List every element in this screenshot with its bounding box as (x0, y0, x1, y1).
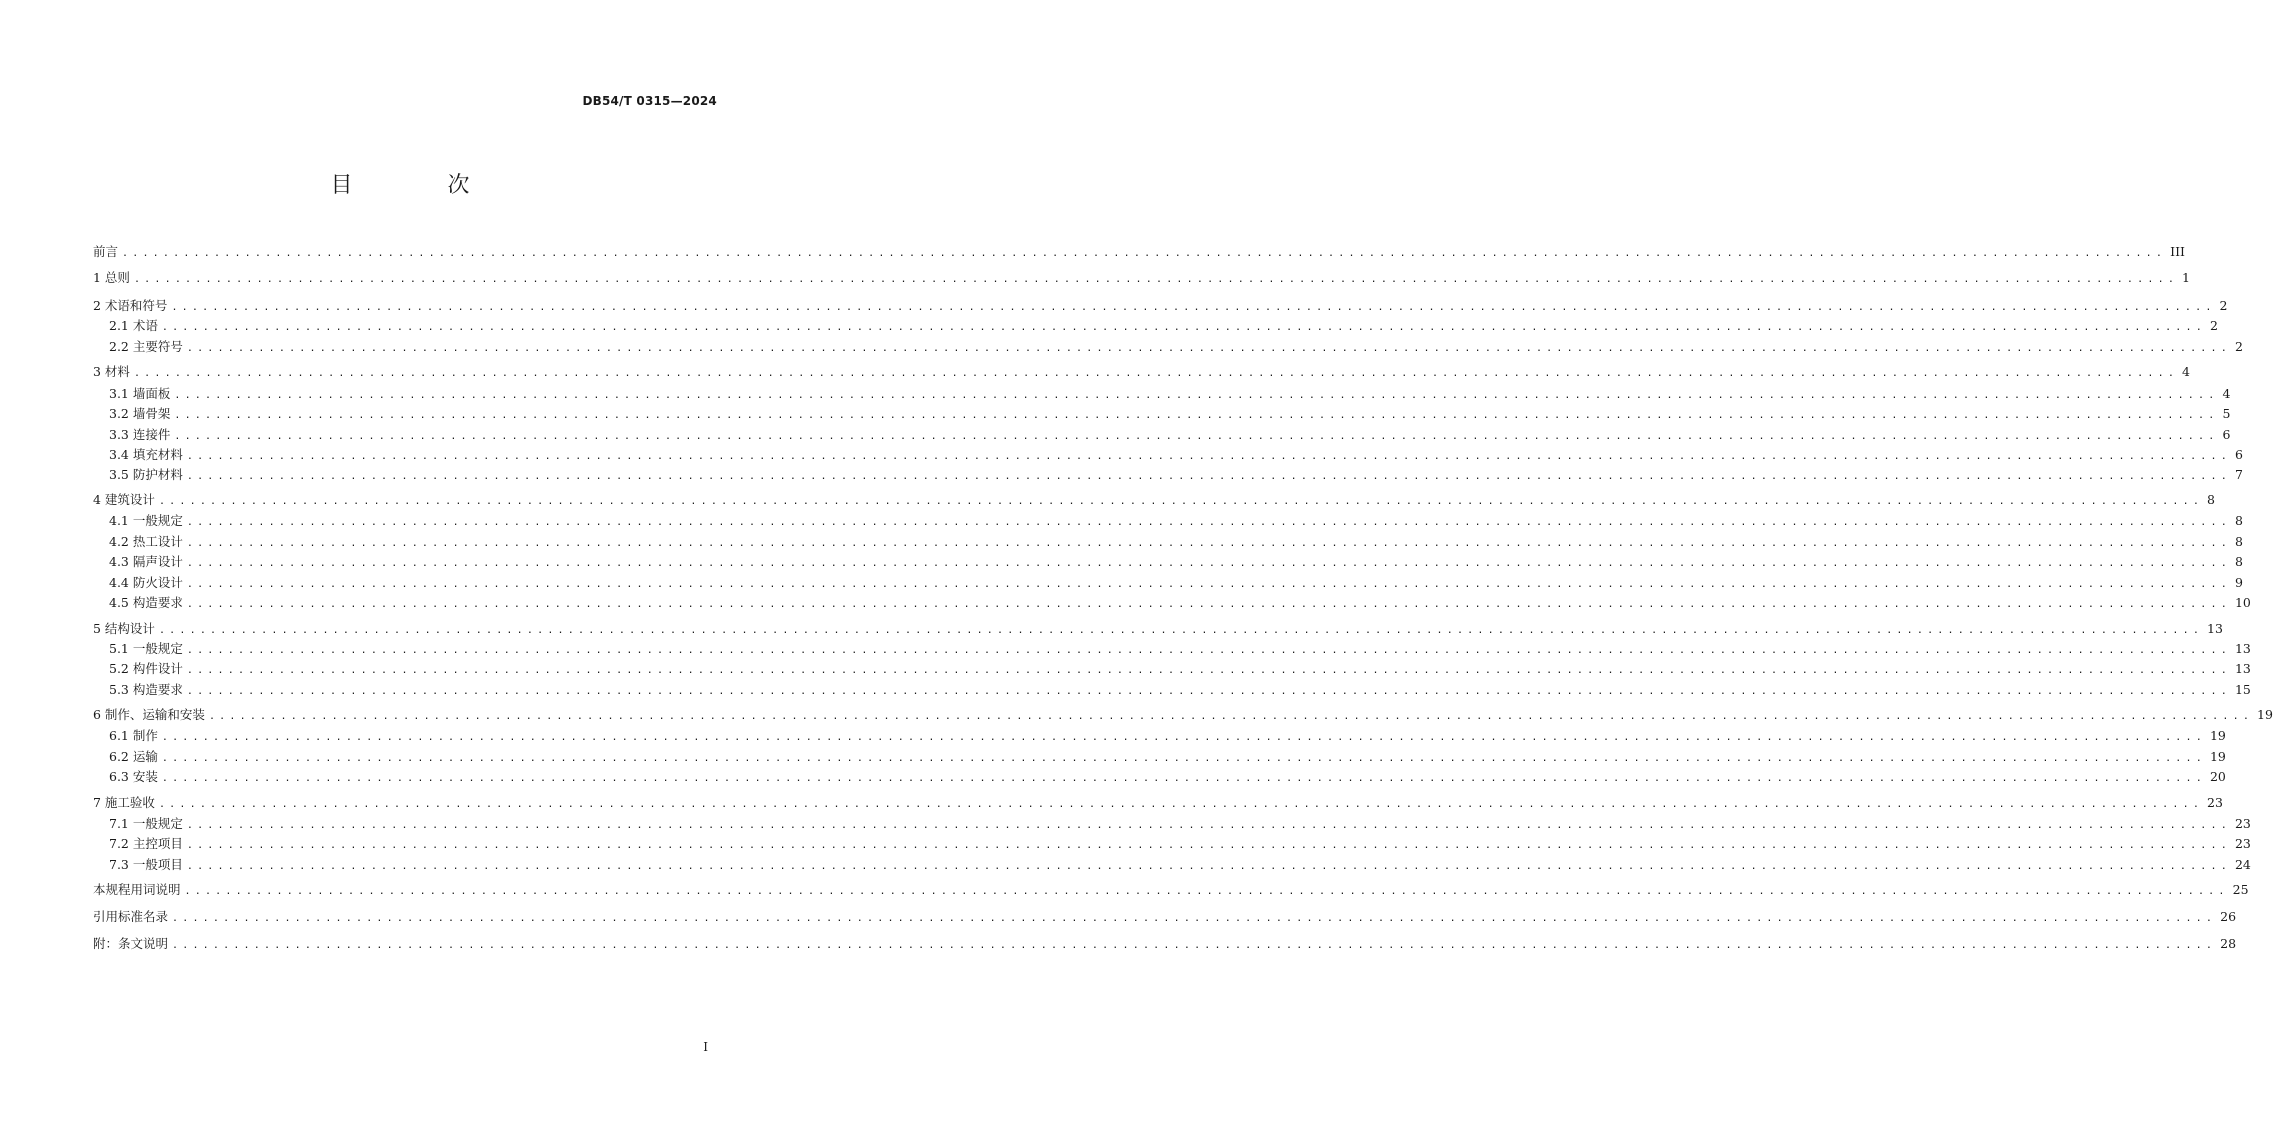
toc-entry-label: 3.5 防护材料 (109, 467, 183, 482)
toc-entry-page: 2 (2209, 318, 2218, 333)
toc-entry[interactable] (93, 747, 2226, 767)
toc-entry[interactable] (93, 659, 2251, 679)
toc-entry-label: 附：条文说明 (93, 936, 169, 951)
toc-leader-dots: ........................................................................................................................................................................................................ (186, 558, 2231, 569)
toc-entry[interactable] (93, 767, 2226, 787)
toc-entry[interactable] (93, 814, 2251, 834)
toc-entry-page: 23 (2207, 795, 2223, 810)
toc-entry-page: 2 (2234, 339, 2243, 354)
toc-entry-page: 25 (2232, 882, 2249, 897)
toc-entry-page: 19 (2209, 749, 2226, 764)
toc-leader-dots: ........................................................................................................................................................................................................ (161, 753, 2206, 764)
toc-leader-dots: ........................................................................................................................................................................................................ (133, 274, 2179, 285)
toc-entry[interactable] (93, 705, 2273, 725)
toc-entry[interactable] (93, 425, 2231, 445)
toc-entry[interactable] (93, 465, 2243, 485)
toc-entry[interactable] (93, 934, 2237, 954)
toc-entry-label: 4.5 构造要求 (109, 595, 183, 610)
toc-leader-dots: ........................................................................................................................................................................................................ (186, 645, 2231, 656)
toc-leader-dots: ........................................................................................................................................................................................................ (186, 343, 2231, 354)
toc-leader-dots: ........................................................................................................................................................................................................ (186, 820, 2231, 831)
toc-leader-dots: ........................................................................................................................................................................................................ (161, 732, 2206, 743)
toc-leader-dots: ........................................................................................................................................................................................................ (186, 840, 2231, 851)
toc-entry-page: 6 (2234, 447, 2243, 462)
toc-entry-label: 6 制作、运输和安装 (93, 707, 205, 722)
toc-entry-page: 7 (2234, 467, 2243, 482)
toc-entry[interactable] (93, 337, 2243, 357)
toc-entry[interactable] (93, 619, 2223, 639)
toc-leader-dots: ........................................................................................................................................................................................................ (186, 665, 2231, 676)
toc-entry[interactable] (93, 532, 2243, 552)
toc-leader-dots: ........................................................................................................................................................................................................ (172, 940, 2217, 951)
toc-entry-page: 13 (2234, 661, 2251, 676)
toc-leader-dots: ........................................................................................................................................................................................................ (208, 711, 2254, 722)
toc-entry-label: 7 施工验收 (93, 795, 155, 810)
toc-entry-label: 3.3 连接件 (109, 427, 171, 442)
toc-entry[interactable] (93, 907, 2237, 927)
footer-page-number: I (703, 1040, 708, 1054)
toc-entry-page: 8 (2234, 554, 2243, 569)
toc-entry-label: 5.1 一般规定 (109, 641, 183, 656)
toc-leader-dots: ........................................................................................................................................................................................................ (174, 390, 2219, 401)
toc-entry[interactable] (93, 593, 2251, 613)
toc-entry-label: 3.1 墙面板 (109, 386, 171, 401)
toc-entry-page: 19 (2209, 728, 2226, 743)
toc-entry-label: 6.3 安装 (109, 769, 158, 784)
toc-entry-label: 3.2 墙骨架 (109, 406, 171, 421)
toc-entry-label: 4.2 热工设计 (109, 534, 183, 549)
toc-leader-dots: ........................................................................................................................................................................................................ (161, 773, 2206, 784)
toc-entry-page: III (2170, 244, 2185, 259)
toc-entry-page: 13 (2234, 641, 2251, 656)
toc-leader-dots: ........................................................................................................................................................................................................ (186, 471, 2231, 482)
toc-entry-page: 8 (2234, 513, 2243, 528)
toc-entry-label: 2.1 术语 (109, 318, 158, 333)
toc-entry-label: 7.3 一般项目 (109, 857, 183, 872)
toc-entry[interactable] (93, 268, 2190, 288)
toc-leader-dots: ........................................................................................................................................................................................................ (133, 368, 2179, 379)
toc-entry-label: 前言 (93, 244, 119, 259)
toc-entry-page: 15 (2234, 682, 2251, 697)
toc-entry-label: 3.4 填充材料 (109, 447, 183, 462)
toc-leader-dots: ........................................................................................................................................................................................................ (158, 496, 2204, 507)
toc-entry[interactable] (93, 490, 2215, 510)
toc-entry-label: 5.3 构造要求 (109, 682, 183, 697)
toc-leader-dots: ........................................................................................................................................................................................................ (174, 410, 2219, 421)
toc-entry[interactable] (93, 445, 2243, 465)
toc-leader-dots: ........................................................................................................................................................................................................ (184, 886, 2229, 897)
toc-entry-label: 6.2 运输 (109, 749, 158, 764)
toc-entry-page: 8 (2207, 492, 2215, 507)
toc-entry-page: 24 (2234, 857, 2251, 872)
toc-entry-page: 23 (2234, 836, 2251, 851)
toc-leader-dots: ........................................................................................................................................................................................................ (186, 861, 2231, 872)
toc-entry-label: 4 建筑设计 (93, 492, 155, 507)
toc-entry-label: 4.3 隔声设计 (109, 554, 183, 569)
toc-leader-dots: ........................................................................................................................................................................................................ (158, 625, 2204, 636)
toc-entry[interactable] (93, 242, 2185, 262)
toc-entry-page: 2 (2219, 298, 2228, 313)
toc-entry-page: 4 (2182, 364, 2190, 379)
toc-entry-label: 4.4 防火设计 (109, 575, 183, 590)
toc-entry[interactable] (93, 384, 2231, 404)
toc-entry-label: 7.1 一般规定 (109, 816, 183, 831)
toc-entry[interactable] (93, 404, 2231, 424)
toc-entry-page: 28 (2220, 936, 2237, 951)
toc-entry-page: 26 (2220, 909, 2237, 924)
toc-entry-label: 3 材料 (93, 364, 130, 379)
toc-entry[interactable] (93, 511, 2243, 531)
toc-leader-dots: ........................................................................................................................................................................................................ (186, 579, 2231, 590)
toc-entry-page: 23 (2234, 816, 2251, 831)
toc-leader-dots: ........................................................................................................................................................................................................ (174, 431, 2219, 442)
toc-leader-dots: ........................................................................................................................................................................................................ (122, 248, 2167, 259)
toc-entry[interactable] (93, 362, 2190, 382)
toc-entry-label: 5 结构设计 (93, 621, 155, 636)
toc-entry-label: 7.2 主控项目 (109, 836, 183, 851)
toc-entry[interactable] (93, 834, 2251, 854)
toc-entry[interactable] (93, 296, 2228, 316)
toc-entry-label: 4.1 一般规定 (109, 513, 183, 528)
page-title: 目 次 (330, 173, 514, 198)
toc-leader-dots: ........................................................................................................................................................................................................ (158, 799, 2204, 810)
toc-leader-dots: ........................................................................................................................................................................................................ (186, 451, 2231, 462)
toc-leader-dots: ........................................................................................................................................................................................................ (161, 322, 2206, 333)
toc-entry-page: 13 (2207, 621, 2223, 636)
toc-leader-dots: ........................................................................................................................................................................................................ (186, 599, 2231, 610)
toc-entry[interactable] (93, 573, 2243, 593)
toc-entry-label: 2.2 主要符号 (109, 339, 183, 354)
toc-entry-label: 本规程用词说明 (93, 882, 181, 897)
toc-entry-label: 1 总则 (93, 270, 130, 285)
toc-leader-dots: ........................................................................................................................................................................................................ (186, 538, 2231, 549)
toc-leader-dots: ........................................................................................................................................................................................................ (172, 913, 2217, 924)
toc-entry-page: 20 (2209, 769, 2226, 784)
toc-entry[interactable] (93, 316, 2218, 336)
toc-entry-page: 9 (2234, 575, 2243, 590)
toc-entry-page: 5 (2222, 406, 2231, 421)
toc-entry-label: 引用标准名录 (93, 909, 169, 924)
toc-entry-label: 2 术语和符号 (93, 298, 168, 313)
toc-leader-dots: ........................................................................................................................................................................................................ (186, 517, 2231, 528)
document-code: DB54/T 0315—2024 (582, 94, 717, 108)
toc-entry[interactable] (93, 793, 2223, 813)
toc-entry[interactable] (93, 726, 2226, 746)
toc-entry[interactable] (93, 552, 2243, 572)
toc-entry-page: 10 (2234, 595, 2251, 610)
toc-entry-label: 6.1 制作 (109, 728, 158, 743)
toc-entry-page: 19 (2257, 707, 2273, 722)
toc-entry-page: 8 (2234, 534, 2243, 549)
toc-entry-page: 6 (2222, 427, 2231, 442)
toc-entry[interactable] (93, 855, 2251, 875)
toc-entry-page: 4 (2222, 386, 2231, 401)
toc-entry[interactable] (93, 639, 2251, 659)
toc-entry[interactable] (93, 680, 2251, 700)
toc-leader-dots: ........................................................................................................................................................................................................ (171, 302, 2216, 313)
toc-entry-page: 1 (2182, 270, 2190, 285)
toc-entry[interactable] (93, 880, 2249, 900)
toc-entry-label: 5.2 构件设计 (109, 661, 183, 676)
toc-leader-dots: ........................................................................................................................................................................................................ (186, 686, 2231, 697)
